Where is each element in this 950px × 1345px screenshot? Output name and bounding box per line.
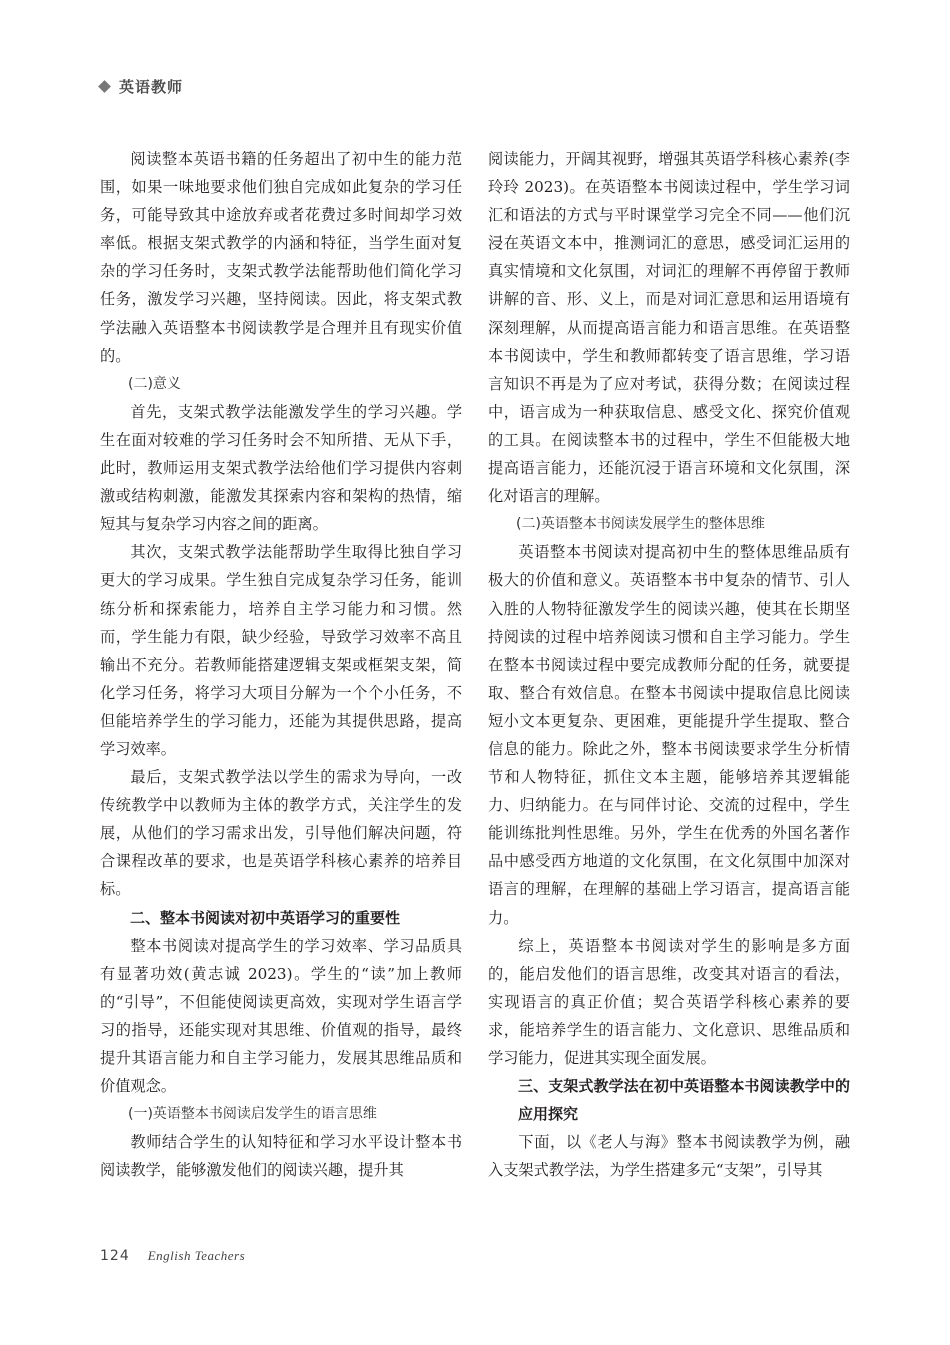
paragraph: 综上，英语整本书阅读对学生的影响是多方面的，能启发他们的语言思维，改变其对语言的看法，实现语言的真正价值；契合英语学科核心素养的要求，能培养学生的语言能力、文化意识、思维品质和学习能力，促进其实现全面发展。 (488, 936, 850, 1067)
paragraph: 下面，以《老人与海》整本书阅读教学为例，融入支架式教学法，为学生搭建多元“支架”，引导其 (488, 1133, 850, 1180)
paragraph: 教师结合学生的认知特征和学习水平设计整本书阅读教学，能够激发他们的阅读兴趣，提升其 (100, 1133, 462, 1180)
journal-title: 英语教师 (119, 78, 184, 96)
right-column (488, 145, 850, 1184)
section-heading: 二、整本书阅读对初中英语学习的重要性 (130, 908, 401, 927)
subsection-heading: (二)英语整本书阅读发展学生的整体思维 (516, 516, 765, 533)
paragraph: 阅读能力，开阔其视野，增强其英语学科核心素养(李玲玲 2023)。在英语整本书阅读过程中，学生学习词汇和语法的方式与平时课堂学习完全不同——他们沉浸在英语文本中，推测词汇的意思，感受词汇运用的真实情境和文化氛围，对词汇的理解不再停留于教师讲解的音、形、义上，而是对词汇意思和运用语境有深刻理解，从而提高语言能力和语言思维。在英语整本书阅读中，学生和教师都转变了语言思维，学习语言知识不再是为了应对考试，获得分数；在阅读过程中，语言成为一种获取信息、感受文化、探究价值观的工具。在阅读整本书的过程中，学生不但能极大地提高语言能力，还能沉浸于语言环境和文化氛围，深化对语言的理解。 (488, 150, 850, 506)
paragraph: 首先，支架式教学法能激发学生的学习兴趣。学生在面对较难的学习任务时会不知所措、无从下手，此时，教师运用支架式教学法给他们学习提供内容刺激或结构刺激，能激发其探索内容和架构的热情，缩短其与复杂学习内容之间的距离。 (100, 402, 462, 534)
paragraph: 英语整本书阅读对提高初中生的整体思维品质有极大的价值和意义。英语整本书中复杂的情节、引人入胜的人物特征激发学生的阅读兴趣，使其在长期坚持阅读的过程中培养阅读习惯和自主学习能力。学生在整本书阅读过程中要完成教师分配的任务，就要提取、整合有效信息。在整本书阅读中提取信息比阅读短小文本更复杂、更困难，更能提升学生提取、整合信息的能力。除此之外，整本书阅读要求学生分析情节和人物特征，抓住文本主题，能够培养其逻辑能力、归纳能力。在与同伴讨论、交流的过程中，学生能训练批判性思维。另外，学生在优秀的外国名著作品中感受西方地道的文化氛围，在文化氛围中加深对语言的理解，在理解的基础上学习语言，提高语言能力。 (488, 543, 850, 927)
paragraph: 阅读整本英语书籍的任务超出了初中生的能力范围，如果一味地要求他们独自完成如此复杂的学习任务，可能导致其中途放弃或者花费过多时间却学习效率低。根据支架式教学的内涵和特征，当学生面对复杂的学习任务时，支架式教学法能帮助他们简化学习任务，激发学习兴趣，坚持阅读。因此，将支架式教学法融入英语整本书阅读教学是合理并且有现实价值的。 (100, 150, 462, 365)
page-number: 124 (100, 1248, 130, 1264)
diamond-icon (98, 80, 111, 93)
paragraph: 整本书阅读对提高学生的学习效率、学习品质具有显著功效(黄志诚 2023)。学生的“读”加上教师的“引导”，不但能使阅读更高效，实现对学生语言学习的指导，还能实现对其思维、价值观的指导，最终提升其语言能力和自主学习能力，发展其思维品质和价值观念。 (100, 936, 462, 1096)
left-column (100, 145, 462, 1184)
paragraph: 最后，支架式教学法以学生的需求为导向，一改传统教学中以教师为主体的教学方式，关注学生的发展，从他们的学习需求出发，引导他们解决问题，符合课程改革的要求，也是英语学科核心素养的培养目标。 (100, 768, 462, 899)
journal-name-english: English Teachers (147, 1248, 246, 1263)
subsection-heading: (一)英语整本书阅读启发学生的语言思维 (128, 1106, 377, 1123)
page-footer (100, 1248, 245, 1264)
section-heading: 三、支架式教学法在初中英语整本书阅读教学中的应用探究 (518, 1077, 850, 1124)
subsection-heading: (二)意义 (128, 375, 181, 392)
running-header (100, 76, 183, 97)
paragraph: 其次，支架式教学法能帮助学生取得比独自学习更大的学习成果。学生独自完成复杂学习任务，能训练分析和探索能力，培养自主学习能力和习惯。然而，学生能力有限，缺少经验，导致学习效率不高且输出不充分。若教师能搭建逻辑支架或框架支架，简化学习任务，将学习大项目分解为一个个小任务，不但能培养学生的学习能力，还能为其提供思路，提高学习效率。 (100, 543, 462, 758)
